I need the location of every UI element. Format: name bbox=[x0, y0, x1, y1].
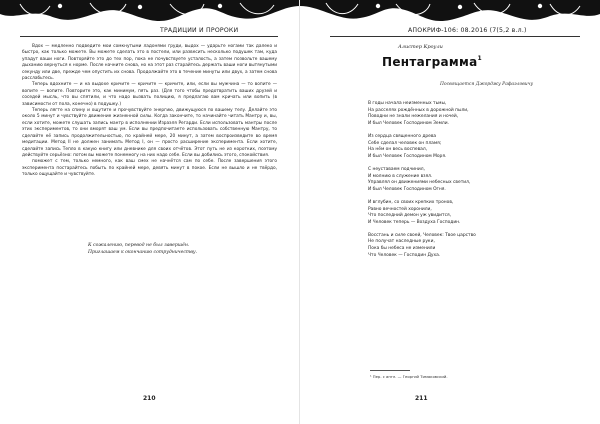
stanza bbox=[368, 200, 568, 226]
verse-line: С неуставаем подчинил, bbox=[368, 166, 425, 172]
paragraph: Теперь вдохните — и на выдохе кричите — кричите — кричите, или, если вы мужчина — то вопите — вопите — вопите. Повторите это, как минимум, пять раз. (Для того чтобы предотвратить ваших друзей и соседей мысль, что вы спятили, и что надо вызвать полицию, я предлагаю вам кричать или вопить (в зависимости от пола, конечно) в подушку.) bbox=[22, 82, 277, 107]
verse-line: Себе сделал человек он пламя; bbox=[368, 140, 442, 146]
verse-line: И вглубин, со своих крепких тронов, bbox=[368, 199, 454, 205]
poem-author: Алистер Кроули bbox=[398, 44, 443, 50]
verse-line: Восстань и силе своей, Человек: Твое царство bbox=[368, 232, 476, 238]
verse-line: Из сердца священного древа bbox=[368, 133, 437, 139]
stanza bbox=[368, 134, 568, 160]
header-rule bbox=[20, 36, 278, 37]
header-rule bbox=[330, 36, 580, 37]
verse-line: Что Человек — Господин Духа. bbox=[368, 252, 441, 258]
paragraph: поможет с тем, только немного, как ваш смех не начнётся сам по себе. После завершения этого эксперимента постарайтесь побыть по крайней мере, девять минут в покое. Если не вышло и не твёрдо, только ощущайте и чувствуйте. bbox=[22, 159, 277, 178]
footnote-rule bbox=[370, 370, 410, 371]
verse-line: Управлял он движениями небесных светил, bbox=[368, 180, 471, 186]
left-body-text bbox=[22, 44, 277, 179]
verse-line: И был Человек Господином Земли. bbox=[368, 120, 449, 126]
verse-line: На нём он весь воспевал, bbox=[368, 147, 428, 153]
closing-note bbox=[88, 242, 278, 256]
verse-line: В годы начала неизменных тьмы, bbox=[368, 101, 447, 106]
verse-line: Не получат наследные руки, bbox=[368, 239, 435, 245]
floral-ornament-header bbox=[0, 0, 300, 26]
verse-line: И был Человек Господином Моря. bbox=[368, 153, 447, 159]
stanza bbox=[368, 167, 568, 193]
verse-line: Пока бы небеса не изменили bbox=[368, 246, 436, 252]
running-head-right: АПОКРИФ-106: 08.2016 (7(5,2 в.л.) bbox=[408, 27, 527, 34]
closing-line: Приглашаем к окончанию сотрудничеству. bbox=[88, 250, 198, 255]
poem-title-text: Пентаграмма bbox=[382, 55, 478, 69]
page-number-left: 210 bbox=[143, 395, 156, 402]
verse-line: Поводни не знали нежелания и ночей, bbox=[368, 114, 459, 120]
closing-line: К сожалению, перевод не был завершён. bbox=[88, 243, 190, 248]
floral-ornament-header bbox=[300, 0, 600, 26]
verse-line: И Человек теперь — Воздуха Господин. bbox=[368, 219, 461, 225]
verse-line: На расселях рождённых в дорожной пыли, bbox=[368, 107, 469, 113]
right-page bbox=[300, 0, 600, 424]
poem-dedication: Посвящается Джорджу Рафаэловичу bbox=[440, 82, 534, 87]
stanza bbox=[368, 233, 568, 259]
paragraph: Теперь лягте на спину и ощутите и прочувствуйте энергию, движущуюся по вашему телу. Делайте это около 5 минут и чувствуйте движение жизненной силы. Когда закончите, то начинайте читать Мантру и, вы, если хотите, можете слушать запись мантр в исполнении Израэля Регарди. Если использовать мантры после этих экспериментов, то они вморят ваш ум. Если вы предпочитаете использовать собственную Мантру, то сделайте её запись продолжительностью, по крайней мере, 20 минут, а затем воспроизведите во время медитации. Метод II не должен занимать Метод I, он — просто расширение эксперимента. Если хотите, сделайте запись Тепло в какую книгу или дневнике для своих отчётов. Этот путь не из коротких, поэтому действуйте серьёзно: потом вы можете понемногу на них надо себе. Если вы добились этого, спокойствия. bbox=[22, 108, 277, 158]
poem-title bbox=[382, 55, 482, 69]
footnote: ¹ Пер. с англ. — Георгий Тимаковский. bbox=[370, 374, 448, 379]
paragraph: Вдох — медленно подведите мои сомкнутыми ладонями груди, выдох — ударьте ногами так далеко и быстро, как только можете. Вы можете сделать это в постели, или развесить несколько подушек там, куда упадут ваши ноги. Повторяйте это до тех пор, пока не почувствуете усталость, а затем позвольте вашему дыханию вернуться к норме. После начните снова, но на этот раз старайтесь держать ваши ноги вытянутыми секунду или две, прежде чем опустить их снова. Продолжайте это в течение минуты или двух, а затем снова расслабьтесь. bbox=[22, 44, 277, 82]
poem-body bbox=[368, 101, 568, 266]
verse-line: Равно вечностей хоронили, bbox=[368, 206, 432, 212]
running-head-left: ТРАДИЦИИ И ПРОРОКИ bbox=[160, 27, 239, 34]
verse-line: И был Человек Господином Огня. bbox=[368, 186, 446, 192]
footnote-mark: 1 bbox=[477, 55, 482, 62]
page-number-right: 211 bbox=[415, 395, 428, 402]
verse-line: И молнию в служение взял. bbox=[368, 173, 433, 179]
verse-line: Что последний демон уж увидится, bbox=[368, 213, 452, 219]
stanza bbox=[368, 101, 568, 127]
